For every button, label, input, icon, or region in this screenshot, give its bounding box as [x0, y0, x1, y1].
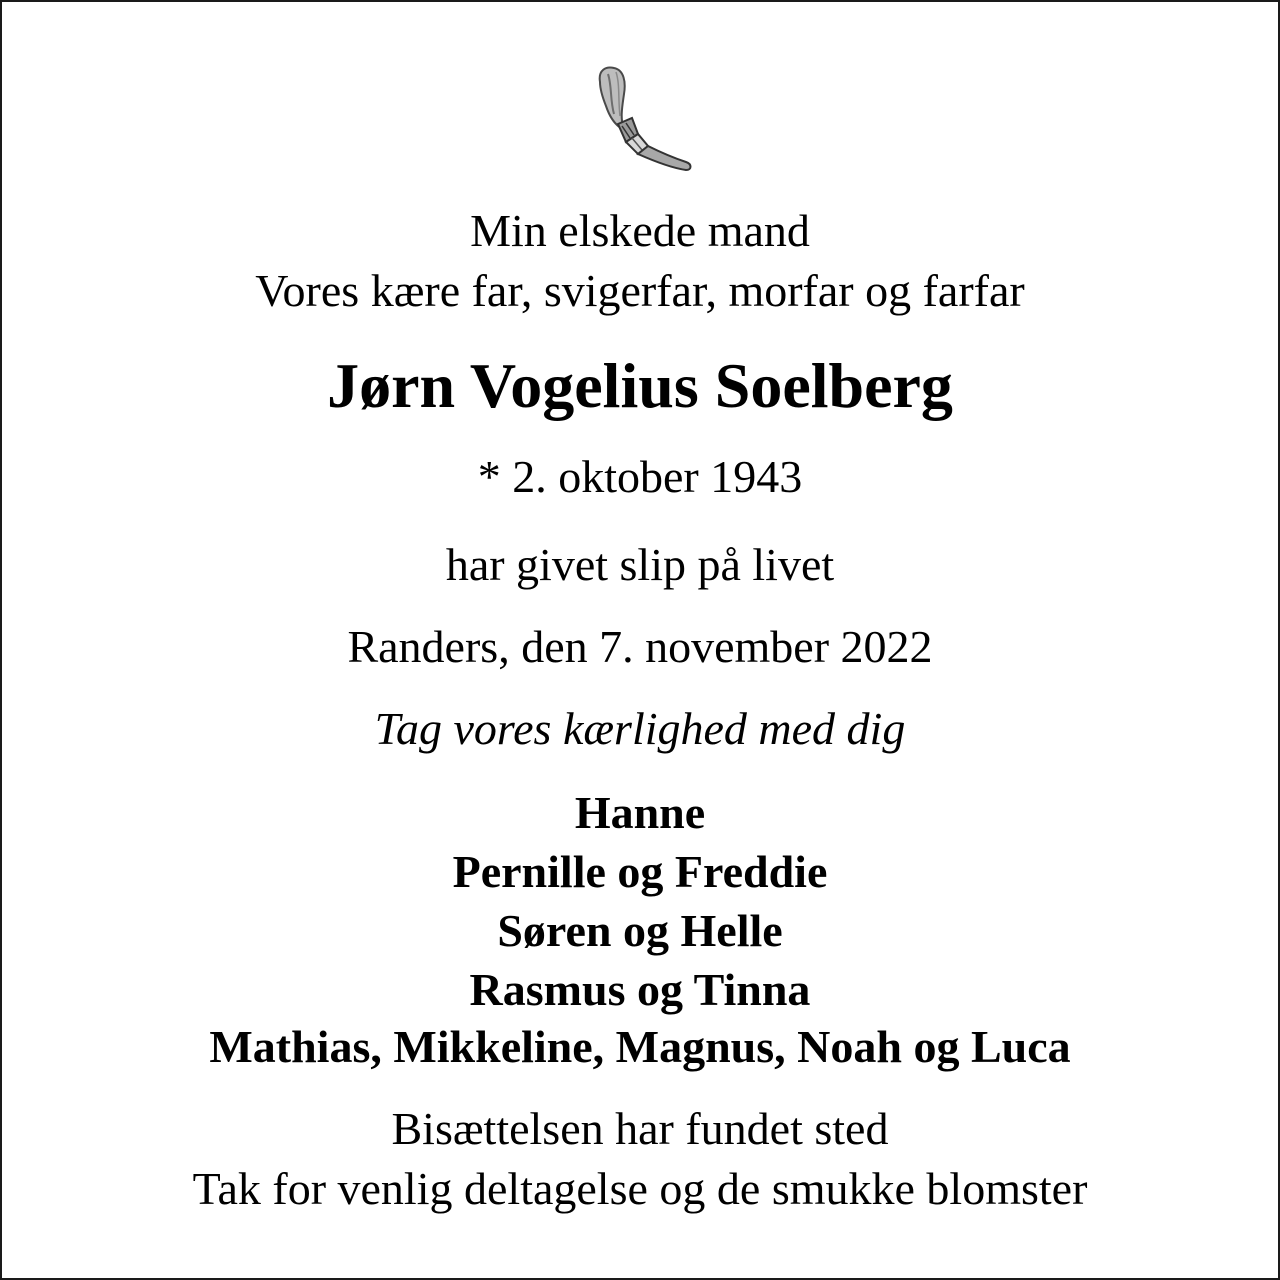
- footer-line-2: Tak for venlig deltagelse og de smukke blomster: [192, 1163, 1088, 1214]
- intro-line-1: Min elskede mand: [470, 205, 810, 256]
- family-member: Mathias, Mikkeline, Magnus, Noah og Luca: [209, 1021, 1071, 1072]
- footer-line-1: Bisættelsen har fundet sted: [391, 1103, 889, 1154]
- family-member: Hanne: [574, 787, 706, 838]
- passed-text: har givet slip på livet: [445, 539, 835, 590]
- intro-line-2: Vores kære far, svigerfar, morfar og farfar: [255, 265, 1025, 316]
- family-member: Pernille og Freddie: [452, 846, 828, 897]
- place-and-date: Randers, den 7. november 2022: [347, 621, 933, 672]
- family-member: Rasmus og Tinna: [469, 964, 811, 1015]
- family-member: Søren og Helle: [497, 905, 783, 956]
- paintbrush-icon: [588, 60, 696, 176]
- farewell-quote: Tag vores kærlighed med dig: [374, 703, 906, 754]
- birth-date: * 2. oktober 1943: [477, 451, 803, 502]
- deceased-name: Jørn Vogelius Soelberg: [327, 350, 953, 421]
